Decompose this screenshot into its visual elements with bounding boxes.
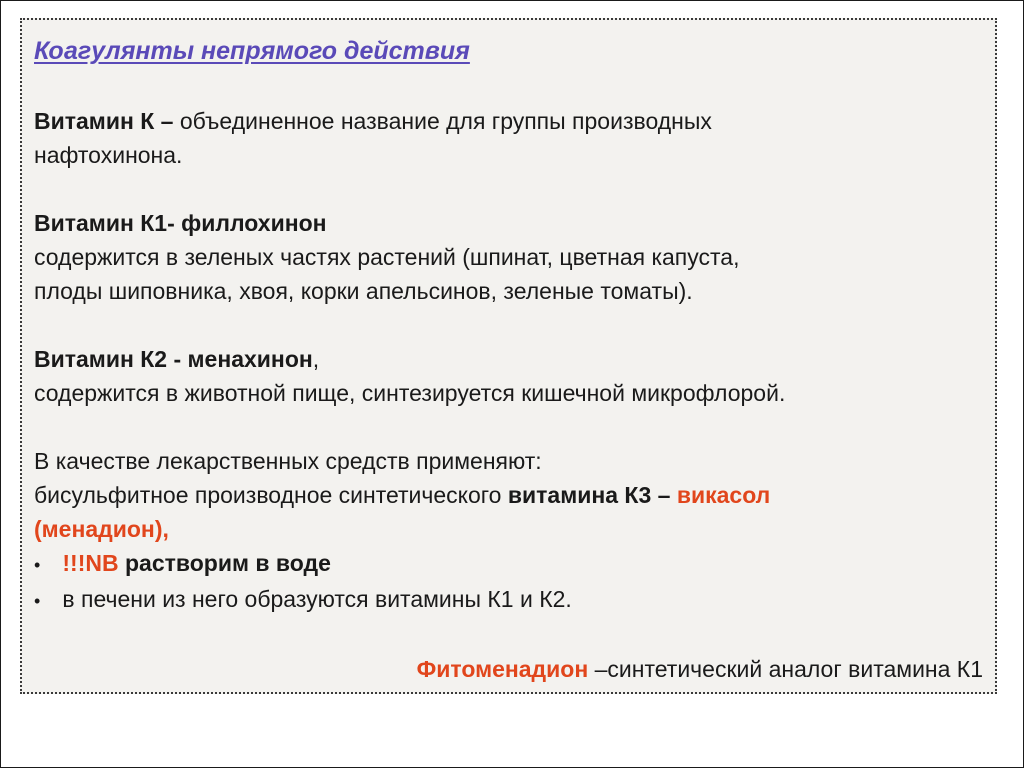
vitamin-k1-paragraph	[34, 206, 984, 308]
footer-line	[417, 652, 983, 686]
vitamin-k-definition-line2: нафтохинона.	[34, 142, 183, 168]
spacer	[34, 410, 984, 444]
bullet-bold-text: растворим в воде	[118, 550, 331, 576]
bullet-item	[34, 582, 984, 618]
nb-note: !!!NB	[56, 550, 119, 576]
content-panel	[20, 18, 997, 694]
vitamin-k-paragraph	[34, 104, 984, 172]
drugs-line2-bold: витамина К3 –	[507, 482, 677, 508]
slide-content	[34, 34, 984, 618]
vitamin-k2-paragraph	[34, 342, 984, 410]
bullet-text: в печени из него образуются витамины К1 и К2.	[56, 586, 572, 612]
vikasol-term: викасол	[676, 482, 771, 508]
vitamin-k2-heading-suffix: ,	[312, 346, 320, 372]
phytomenadione-term: Фитоменадион	[416, 656, 589, 682]
drugs-paragraph	[34, 444, 984, 546]
spacer	[34, 172, 984, 206]
vitamin-k2-line1: содержится в животной пище, синтезируется кишечной микрофлорой.	[34, 380, 786, 406]
drugs-line1: В качестве лекарственных средств применяют:	[34, 448, 542, 474]
menadione-term: (менадион),	[34, 516, 169, 542]
vitamin-k1-heading: Витамин К1- филлохинон	[34, 210, 327, 236]
bullet-item	[34, 546, 984, 582]
bullet-marker: •	[34, 555, 41, 575]
slide-title: Коагулянты непрямого действия	[34, 37, 470, 65]
spacer	[34, 308, 984, 342]
vitamin-k-term: Витамин К –	[34, 108, 180, 134]
drugs-line2-plain: бисульфитное производное синтетического	[34, 482, 508, 508]
vitamin-k1-line2: плоды шиповника, хвоя, корки апельсинов, зеленые томаты).	[34, 278, 693, 304]
bullet-marker: •	[34, 591, 41, 611]
vitamin-k2-heading: Витамин К2 - менахинон	[34, 346, 313, 372]
vitamin-k1-line1: содержится в зеленых частях растений (шпинат, цветная капуста,	[34, 244, 740, 270]
vitamin-k-definition-line1: объединенное название для группы производных	[179, 108, 712, 134]
footer-text: –синтетический аналог витамина К1	[588, 656, 983, 682]
